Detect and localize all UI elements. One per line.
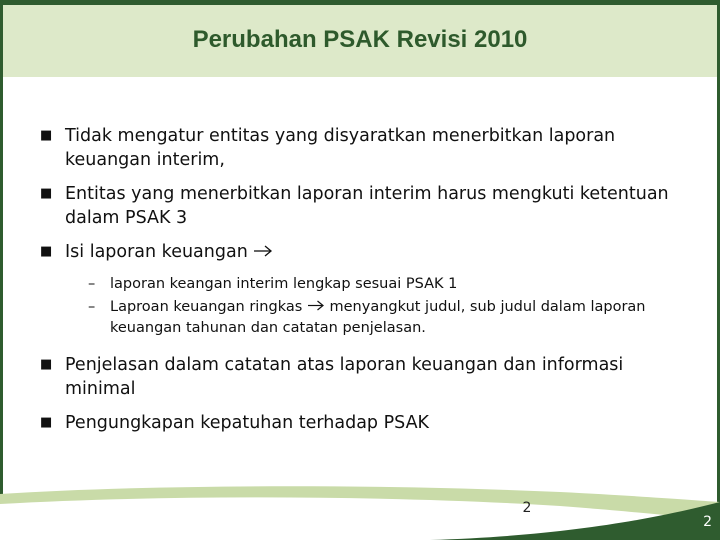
square-bullet-icon: ■ [40,357,53,372]
bullet-text: Penjelasan dalam catatan atas laporan keuangan dan informasi minimal [65,355,624,399]
square-bullet-icon: ■ [40,128,53,143]
right-arrow-icon [253,240,273,264]
sub-item [88,297,690,339]
square-bullet-icon: ■ [40,186,53,201]
slide-title: Perubahan PSAK Revisi 2010 [192,26,528,53]
right-arrow-icon [307,297,325,318]
bullet-text: Isi laporan keuangan [65,242,248,262]
square-bullet-icon: ■ [40,244,53,259]
page-number: 2 [522,500,532,516]
sub-list [88,274,690,339]
bullet-item [40,182,690,230]
square-bullet-icon: ■ [40,415,53,430]
bullet-item [40,240,690,264]
bullet-item [40,353,690,401]
sub-item-text-before: Laproan keuangan ringkas [110,299,303,315]
bullet-item [40,411,690,435]
dash-bullet: – [88,276,96,292]
footer-swoosh [0,480,720,540]
bullet-item [40,124,690,172]
page-number-corner: 2 [703,514,712,530]
sub-item-text: laporan keangan interim lengkap sesuai PSAK 1 [110,276,458,292]
bullet-text: Pengungkapan kepatuhan terhadap PSAK [65,413,430,433]
left-border [0,0,3,540]
dash-bullet: – [88,299,96,315]
sub-item [88,274,690,295]
sub-item-text-after: menyangkut judul, sub judul dalam laporan keuangan tahunan dan catatan penjelasan. [110,299,646,336]
bullet-text: Entitas yang menerbitkan laporan interim harus mengkuti ketentuan dalam PSAK 3 [65,184,669,228]
slide-body [40,124,690,445]
bullet-text: Tidak mengatur entitas yang disyaratkan menerbitkan laporan keuangan interim, [65,126,616,170]
